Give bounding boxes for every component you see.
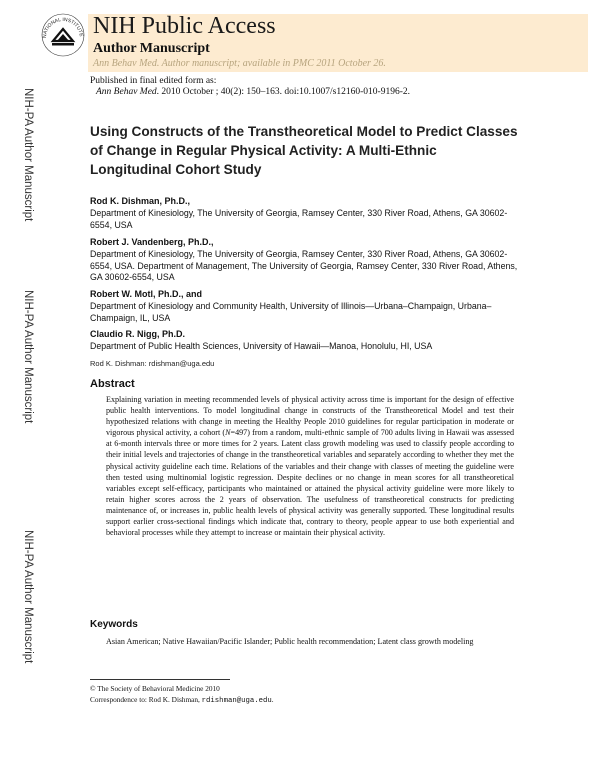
keywords-text: Asian American; Native Hawaiian/Pacific Islander; Public health recommendation; Latent class growth modeling [106,637,474,646]
copyright-notice: © The Society of Behavioral Medicine 2010 [90,684,220,693]
correspondence-end: . [271,695,274,704]
citation-details: . 2010 October ; 40(2): 150–163. doi:10.1007/s12160-010-9196-2. [156,87,410,97]
journal-name: Ann Behav Med [96,87,157,97]
nih-logo [38,8,88,58]
author-affiliation: Department of Public Health Sciences, University of Hawaii—Manoa, Honolulu, HI, USA [90,341,433,351]
side-label: NIH-PA Author Manuscript [22,530,34,664]
author-name: Rod K. Dishman, Ph.D., [90,196,191,206]
abstract-heading: Abstract [90,378,135,390]
header-availability-note: Ann Behav Med. Author manuscript; available in PMC 2011 October 26. [93,58,386,69]
correspondence-label: Correspondence to: Rod K. Dishman, [90,695,202,704]
side-label: NIH-PA Author Manuscript [22,88,34,222]
sample-size-symbol: N [225,428,231,438]
author-affiliation: Department of Kinesiology, The University of Georgia, Ramsey Center, 330 River Road, Athens, GA 30602-6554, USA. Department of Management, The University of Georgia, Ramsey Center, 330 River Road, Athens, GA 30602-6554, USA [90,249,518,282]
abstract-text-part: =497) from a random, multi-ethnic sample of 700 adults living in Hawaii was assessed at 6-month intervals three or more times for 2 years. Latent class growth modeling was used to classify people according to their initial levels and trajectories of change in the transtheoretical variables and separately according to whether they met the physical activity guideline each time. Relations of the variables and their change with classes of meeting the guideline were then tested using multinomial logistic regression. Despite declines or no change in mean scores for all transtheoretical variables except self-efficacy, participants who maintained or attained the physical activity guideline were more likely to retain higher scores across the 2 years of observation. The usefulness of transtheoretical constructs for predicting maintenance of, or increases in, public health levels of physical activity was generally supported. These longitudinal results support earlier cross-sectional findings which indicate that, contrary to theory, people appear to use both experiential and behavioral processes while they attempt to increase or maintain their physical activity. [106,428,515,538]
header-subtitle: Author Manuscript [93,41,210,56]
abstract-text [106,394,514,538]
author-name: Robert W. Motl, Ph.D., and [90,289,202,299]
article-title: Using Constructs of the Transtheoretical Model to Predict Classes of Change in Regular Physical Activity: A Multi-Ethnic Longitudinal Cohort Study [90,124,518,177]
svg-text:NATIONAL INSTITUTES OF HEALTH: NATIONAL INSTITUTE [41,16,84,39]
correspondence-line [90,695,274,705]
author-affiliation: Department of Kinesiology and Community Health, University of Illinois—Urbana–Champaign, Urbana–Champaign, IL, USA [90,301,492,323]
abstract-text-part: Explaining variation in meeting recommended levels of physical activity across time is important for the design of effective public health interventions. To model longitudinal change in constructs of the Transtheoretical Model and test their hypothesized relations with change in meeting the Healthy People 2010 guidelines for regular participation in moderate or vigorous physical activity, a cohort ( [106,395,514,438]
footnote-divider [90,679,230,680]
side-label: NIH-PA Author Manuscript [22,290,34,424]
nih-seal-icon [38,8,88,58]
header-title: NIH Public Access [93,13,276,39]
keywords-heading: Keywords [90,619,138,630]
citation-line [96,87,410,97]
correspondence-email[interactable]: rdishman@uga.edu [201,697,272,705]
published-in-label: Published in final edited form as: [90,76,217,86]
author-affiliation: Department of Kinesiology, The University of Georgia, Ramsey Center, 330 River Road, Athens, GA 30602-6554, USA [90,208,508,230]
author-name: Robert J. Vandenberg, Ph.D., [90,237,214,247]
author-name: Claudio R. Nigg, Ph.D. [90,329,185,339]
author-email: Rod K. Dishman: rdishman@uga.edu [90,359,215,368]
